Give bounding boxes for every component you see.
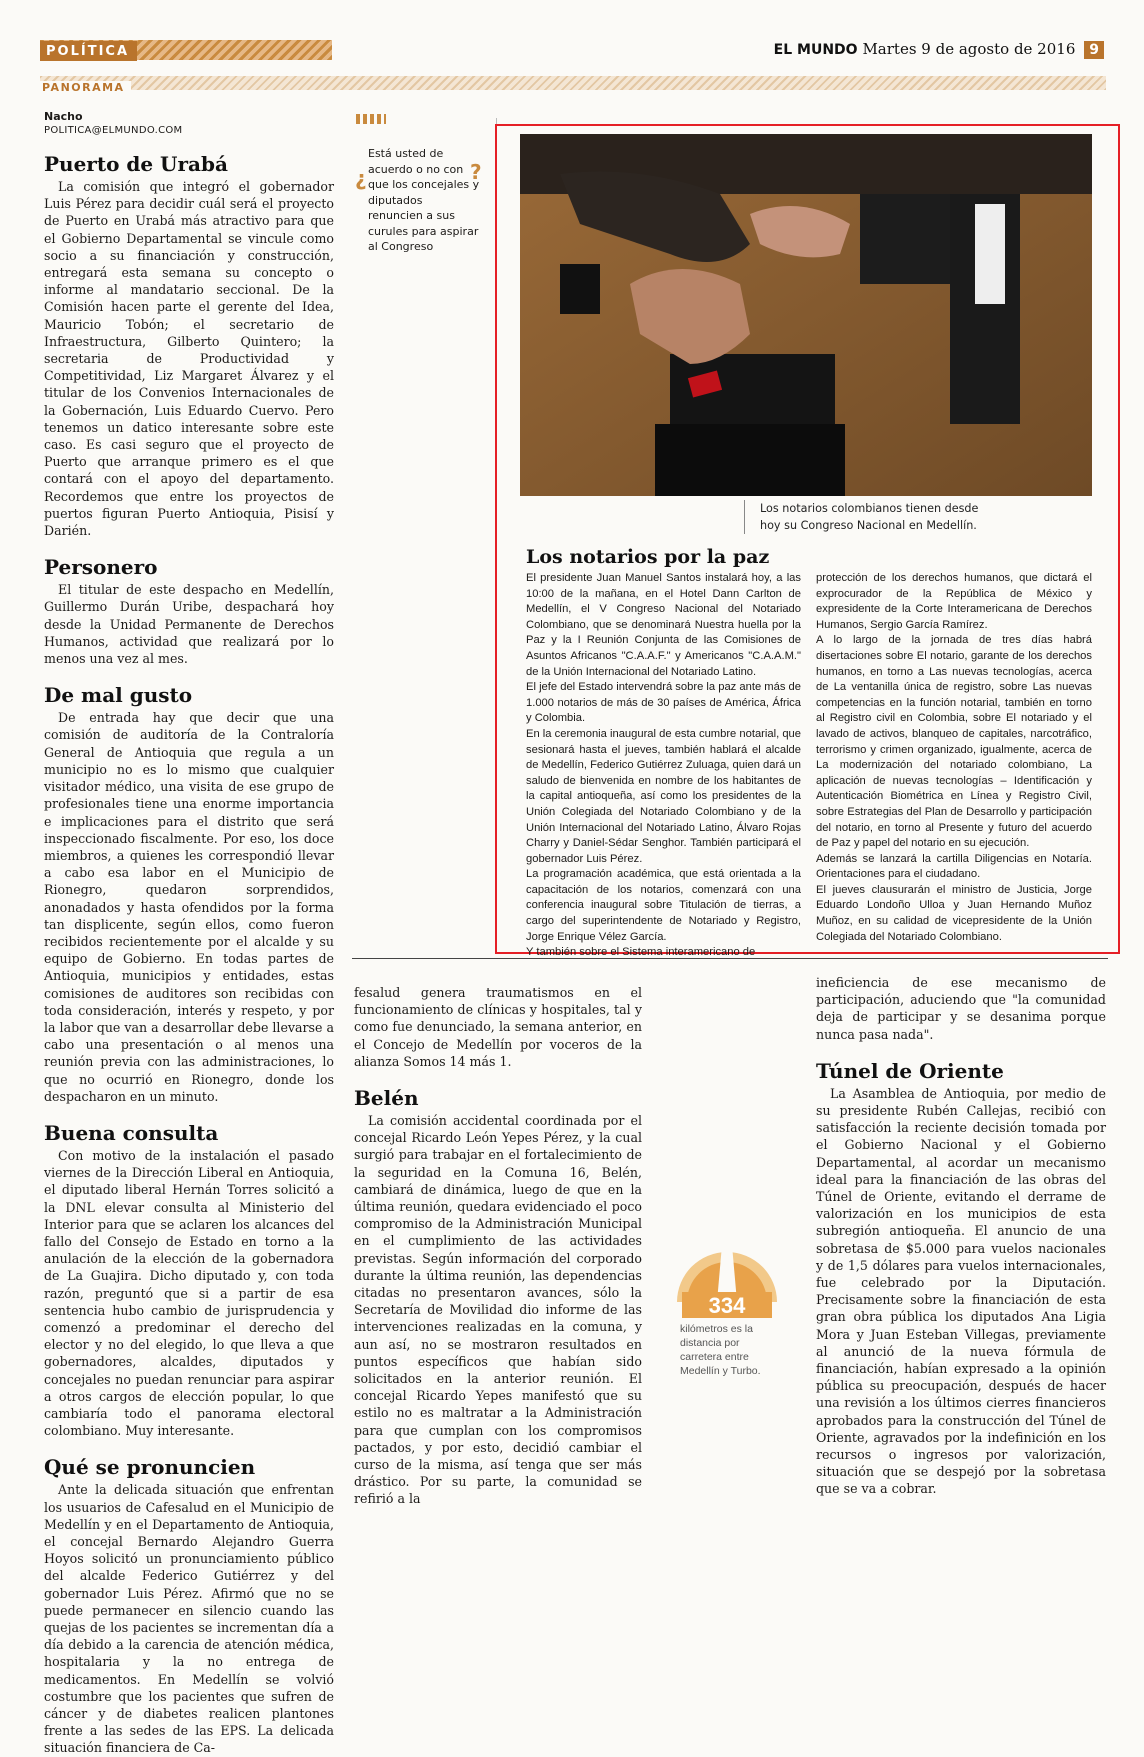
article-body: Con motivo de la instalación el pasado viernes de la Dirección Liberal en Antioquia, el diputado liberal Hernán Torres solicitó a la DNL elevar consulta al Ministerio del Interior para que se aclaren los alcances del fallo del Consejo de Estado en torno a la anulación de la elección de la gobernadora de La Guajira. Dicho diputado y, con toda razón, preguntó que si a partir de esa sentencia hubo cambio de jurisprudencia y comenzó a predominar el derecho del elector y no del elegido, lo que lleva a que gobernadores, alcaldes, diputados y concejales no puedan renunciar para aspirar a otros cargos de elección popular, lo que cambiaría todo el panorama electoral colombiano. Muy interesante. [44, 1147, 334, 1439]
article-body: Ante la delicada situación que enfrentan los usuarios de Cafesalud en el Municipio de Medellín y en el Departamento de Antioquia, el concejal Bernardo Alejandro Guerra Hoyos solicitó un pronunciamiento público del alcalde Federico Gutiérrez y del gobernador Luis Pérez. Afirmó que no se puede permanecer en silencio cuando las quejas de los pacientes se incrementan día a día debido a la carencia de atención médica, hospitalaria y la no entrega de medicamentos. En Medellín se volvió costumbre que los pacientes que sufren de cáncer y de diabetes realicen plantones frente a las sedes de las EPS. La delicada situación financiera de Ca- [44, 1482, 334, 1756]
feature-paragraph: En la ceremonia inaugural de esta cumbre notarial, que sesionará hasta el jueves, también hablará el alcalde de Medellín, Federico Gutiérrez Zuluaga, quien dará un saludo de bienvenida en nombre de los habitantes de la capital antioqueña, así como los presidentes de la Unión Colegiada del Notariado Colombiano y de la Unión Internacional del Notariado Latino, Álvaro Rojas Charry y Daniel-Sédar Senghor. También participará el gobernador Luis Pérez. [526, 727, 801, 865]
feature-paragraph: Y también sobre el Sistema interamericano de [526, 946, 756, 959]
caption-rule [744, 500, 745, 534]
question-close-mark: ? [470, 160, 482, 184]
continued-text: fesalud genera traumatismos en el funcionamiento de clínicas y hospitales, tal y como fue denunciado, la semana anterior, en el Concejo de Medellín por voceros de la alianza Somos 14 más 1. [354, 985, 642, 1069]
km-number: 334 [708, 1293, 746, 1318]
kicker-label: PANORAMA [40, 81, 131, 94]
article-body: La Asamblea de Antioquia, por medio de su presidente Rubén Callejas, recibió con satisfacción la reciente decisión tomada por el Gobierno Nacional y el Gobierno Departamental, al acordar un mecanismo ideal para la financiación de las obras del Túnel de Oriente, evitando el derrame de valorización en los municipios de esta subregión antioqueña. El anuncio de una sobretasa de $5.000 para vuelos nacionales y de 1,5 dólares para vuelos internacionales, fue celebrado por la Diputación. Precisamente sobre la financiación de esta gran obra pública los diputados Ana Ligia Mora y Juan Esteban Villegas, previamente al anunció de la nueva fórmula de financiación, habían expresado a la opinión pública su preocupación, después de hacer una revisión a los últimos cierres financieros aprobados para la construcción del Túnel de Oriente, agravados por la indefinición en los recursos o ingresos por valorización, situación que se despejó por la sobretasa que se va a cobrar. [816, 1085, 1106, 1497]
article-body: El titular de este despacho en Medellín, Guillermo Durán Uribe, despachará hoy desde la Unidad Permanente de Derechos Humanos, actividad que realizará por lo menos una vez al mes. [44, 582, 334, 667]
article-title: Buena consulta [44, 1120, 219, 1145]
masthead [774, 40, 1104, 59]
article-title: Qué se pronuncien [44, 1455, 256, 1480]
page-number: 9 [1084, 41, 1104, 59]
article-title: Belén [354, 1086, 419, 1111]
section-tag [40, 40, 332, 60]
article-title: De mal gusto [44, 683, 193, 708]
continued-text: ineficiencia de ese mecanismo de participación, aduciendo que "la comunidad deja de participar y se desanima porque nunca pasa nada". [816, 975, 1106, 1042]
author-email: POLITICA@ELMUNDO.COM [44, 125, 183, 136]
section-label: POLÍTICA [40, 41, 137, 61]
article-body: La comisión que integró el gobernador Luis Pérez para decidir cuál será el proyecto de Puerto en Urabá más atractivo para que el Gobierno Departamental se vincule como socio a su financiación y construcción, entregará esta semana su concepto o informe al mandatario seccional. De la Comisión hacen parte el gerente del Idea, Mauricio Tobón; el secretario de Infraestructura, Gilberto Quintero; la secretaria de Productividad y Competitividad, Liz Margaret Álvarez y el titular de los Convenios Internacionales de la Gobernación, Luis Eduardo Cuervo. Pero tenemos un datico interesante sobre este caso. Es casi seguro que el proyecto de Puerto que arranque primero es el que contará con el apoyo del departamento. Recordemos que entre los proyectos de puertos figuran Puerto Antioquia, Pisisí y Darién. [44, 179, 334, 539]
km-caption: kilómetros es la distancia por carretera entre Medellín y Turbo. [680, 1323, 761, 1377]
article-title: Túnel de Oriente [816, 1058, 1004, 1083]
article-title: Puerto de Urabá [44, 152, 228, 176]
question-open-mark: ¿ [355, 166, 367, 190]
article-body: La comisión accidental coordinada por el concejal Ricardo León Yepes Pérez, y la cual surgió para trabajar en el fortalecimiento de la seguridad en la Comuna 16, Belén, cambiará de dinámica, luego de que en la última reunión, quedara evidenciado el poco compromiso de la Administración Municipal en el cumplimiento de las actividades previstas. Según información del corporado durante la última reunión, las dependencias citadas no presentaron avances, sólo la Secretaría de Movilidad dio informe de las intervenciones realizadas en la comuna, y aun así, no se mostraron resultados en puntos específicos que habían sido solicitados en la anterior reunión. El concejal Ricardo Yepes manifestó que su estilo no es maltratar a la Administración para que cumplan con los compromisos pactados, y por esto, decidió cambiar el curso de la misma, así tenga que ser más drástico. Por su parte, la comunidad se refirió a la [354, 1113, 642, 1507]
feature-paragraph: El jueves clausurarán el ministro de Justicia, Jorge Eduardo Londoño Ulloa y Juan Hernando Muñoz Muñoz, en su calidad de vicepresidente de la Unión Colegiada del Notariado Colombiano. [816, 883, 1092, 943]
feature-paragraph: A lo largo de la jornada de tres días habrá disertaciones sobre El notario, garante de los derechos humanos, en torno a Las nuevas tecnologías, acerca de La ventanilla única de registro, sobre Las nuevas competencias en la función notarial, también en torno al Registro civil en Colombia, sobre El notariado y el lavado de activos, blanqueo de capitales, narcotráfico, terrorismo y crimen organizado, igualmente, acerca de La modernización del notariado colombiano, La aplicación de nuevas tecnologías – Identificación y Autenticación Biométrica en Línea y Registro Civil, sobre Estrategias del Plan de Desarrollo y participación del notario, en torno al Presente y futuro del acuerdo de Paz y papel del notario en su ejecución. [816, 634, 1092, 850]
feature-paragraph: Además se lanzará la cartilla Diligencias en Notaría. Orientaciones para el ciudadano. [816, 852, 1092, 881]
photo-caption: Los notarios colombianos tienen desde hoy su Congreso Nacional en Medellín. [760, 502, 979, 532]
author-name: Nacho [44, 110, 83, 123]
feature-paragraph: La programación académica, que está orientada a la capacitación de los notarios, comenzará con una conferencia inaugural sobre Titulación de tierras, a cargo del superintendente de Notariado y Registro, Jorge Enrique Vélez García. [526, 868, 801, 943]
feature-column-2 [816, 571, 1092, 945]
feature-paragraph: El presidente Juan Manuel Santos instalará hoy, a las 10:00 de la mañana, en el Hotel Dann Carlton de Medellín, el V Congreso Nacional del Notariado Colombiano, que se denominará Nuestra huella por la Paz y la I Reunión Conjunta de las Comisiones de Asuntos Africanos "C.A.A.F." y Americanos "C.A.A.M." de la Unión Internacional del Notariado Latino. [526, 572, 801, 678]
question-marker [356, 114, 496, 124]
right-column [816, 974, 1106, 1498]
notary-photo [520, 134, 1092, 496]
paper-name: EL MUNDO [773, 42, 858, 58]
issue-date: Martes 9 de agosto de 2016 [862, 40, 1076, 58]
left-column [44, 152, 334, 1757]
article-body: De entrada hay que decir que una comisión de auditoría de la Contraloría General de Antioquia que regula a un municipio no es lo mismo que cualquier visitador médico, una visita de ese grupo de profesionales tiene una enorme importancia e implicaciones para el distrito que será inspeccionado fiscalmente. Por eso, los doce miembros, a quienes les correspondió llevar a cabo esa labor en el Municipio de Rionegro, quedaron sorprendidos, anonadados y hasta ofendidos por la forma tan displicente, según ellos, como fueron recibidos recientemente por el alcalde y su equipo de Gobierno. En todas partes de Antioquia, municipios y entidades, estas comisiones de auditores son recibidas con toda consideración, interés y respeto, y por la labor que van a desarrollar debe llevarse a cabo una presentación o al menos una reunión previa con las administraciones, lo que no ocurrió en Rionegro, donde los despacharon en un minuto. [44, 710, 334, 1104]
feature-paragraph: protección de los derechos humanos, que dictará el exprocurador de la República de México y expresidente de la Corte Interamericana de Derechos Humanos, Sergio García Ramírez. [816, 572, 1092, 631]
question-text: Está usted de acuerdo o no con que los concejales y diputados renuncien a sus curules para aspirar al Congreso [368, 147, 480, 253]
section-rule [352, 958, 1108, 959]
middle-column [354, 984, 642, 1508]
kicker-bar [40, 76, 1106, 94]
feature-paragraph: El jefe del Estado intervendrá sobre la paz ante más de 1.000 notarios de más de 30 países de América, África y Colombia. [526, 681, 801, 725]
article-title: Personero [44, 555, 158, 580]
feature-title: Los notarios por la paz [526, 546, 770, 568]
feature-column-1 [526, 571, 801, 961]
